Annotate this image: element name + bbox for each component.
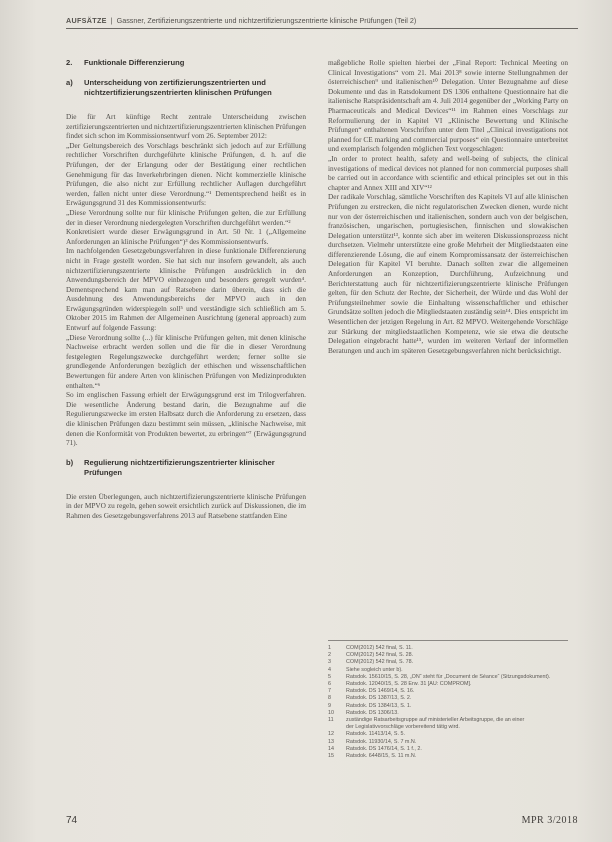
footnote-number: 6 [328, 681, 331, 688]
footnote [328, 731, 568, 738]
footnote-text: COM(2012) 542 final, S. 78. [346, 659, 414, 666]
footnote-text: Ratsdok. DS 1469/14, S. 16. [346, 688, 415, 695]
footnote [328, 681, 568, 688]
footnote [328, 724, 568, 731]
header-rule [66, 28, 578, 29]
paragraph: So im englischen Fassung erhielt der Erwägungsgrund erst im Trilogverfahren. Die wesentliche Änderung bestand darin, die Bezugnahme auf die Regulierungszwecke im ersten Halbsatz durch die Anforderung zu ersetzen, dass die klinischen Prüfungen dazu bestimmt sein müssen, „klinische Nachweise, mit denen die Konformität von Produkten bewertet, zu erbringen“⁷ (Erwägungsgrund 71). [66, 390, 306, 448]
heading-section-2 [66, 58, 306, 68]
paragraph: maßgebliche Rolle spielten hierbei der „Final Report: Technical Meeting on Clinical Investigations“ vom 21. Mai 2013⁸ sowie interne Stellungnahmen der österreichischen⁹ und italienischen¹⁰ Delegation. Unter Bezugnahme auf diese Dokumente und das in Ratsdokument DS 1306 enthaltene Questionnaire hat die italienische Ratspräsidentschaft am 4. Juli 2014 gegenüber der „Working Party on Pharmaceuticals and Medical Devices“¹¹ im Rahmen eines Vorschlags zur Reformulierung der in Kapitel VI „Klinische Bewertung und Klinische Prüfungen“ enthaltenen Vorschriften unter dem Titel „Clinical investigations not planned for CE marking and commercial purposes“ ein Questionnaire unterbreitet und exemplarisch folgenden möglichen Text vorgeschlagen: [328, 58, 568, 154]
footnote-text: Ratsdok. DS 1384/13, S. 1. [346, 702, 412, 709]
footnote [328, 710, 568, 717]
footnote [328, 703, 568, 710]
footnote [328, 739, 568, 746]
heading-number: b) [66, 457, 74, 467]
heading-text: Funktionale Differenzierung [84, 58, 185, 67]
footnote [328, 753, 568, 760]
footnote-text: Ratsdok. 12040/15, S. 28 Erw. 31 [AU: COMPROM]. [346, 681, 472, 688]
heading-subsection-b [66, 458, 306, 478]
section-label: AUFSÄTZE [66, 16, 107, 25]
paragraph: Die für Art künftige Recht zentrale Unterscheidung zwischen zertifizierungszentrierten und nichtzertifizierungszentrierten klinischen Prüfungen findet sich schon im Kommissionsentwurf vom 26. September 2012: [66, 112, 306, 141]
footnote [328, 652, 568, 659]
heading-number: 2. [66, 58, 73, 67]
footnote-number: 2 [328, 652, 331, 659]
footnote-number: 8 [328, 695, 331, 702]
footnote-text: der Legislativvorschläge vorbereitend tätig wird. [346, 724, 460, 731]
header-separator: | [110, 16, 113, 25]
footnote-text: Ratsdok. DS 1306/13. [346, 709, 399, 716]
footnote [328, 746, 568, 753]
footnote-number: 1 [328, 645, 331, 651]
footnote [328, 645, 568, 652]
footnote-text: Ratsdok. 11930/14, S. 7 m.N. [346, 738, 417, 745]
quote-paragraph: „Der Geltungsbereich des Vorschlags beschränkt sich jedoch auf zur Erfüllung rechtlicher Vorschriften durchgeführte klinische Prüfungen, d. h. auf die Prüfungen, der der Erlangung oder der Bestätigung einer rechtlichen Genehmigung für das Inverkehrbringen dienen. Nicht kommerzielle klinische Prüfungen, die also nicht zur Erfüllung rechtlicher Auflagen durchgeführt werden, fallen nicht unter diese Verordnung.“¹ Dementsprechend heißt es in Erwägungsgrund 31 des Kommissionsentwurfs: [66, 140, 306, 208]
footnote [328, 695, 568, 702]
footnote-number: 4 [328, 666, 331, 673]
footnote-number: 11 [328, 717, 334, 724]
heading-text: Regulierung nichtzertifizierungszentrierter klinischer Prüfungen [84, 457, 275, 477]
footnote [328, 688, 568, 695]
article-title: Gassner, Zertifizierungszentrierte und nichtzertifizierungszentrierte klinische Prüfungen (Teil 2) [116, 16, 417, 25]
footnote-text: COM(2012) 542 final, S. 28. [346, 652, 414, 659]
footnote-number: 15 [328, 753, 334, 760]
quote-paragraph: „In order to protect health, safety and well-being of subjects, the clinical investigations of medical devices not planned for non commercial purposes shall be carried out in accordance with scientific and ethical principles set out in this chapter and Annex XIII and XIV“¹² [328, 153, 568, 192]
paragraph: Im nachfolgenden Gesetzgebungsverfahren in diese funktionale Differenzierung nicht in Frage gestellt worden. Sie hat sich nur insofern gewandelt, als auch nichtzertifizierungszentrierte klinische Prüfungen ausdrücklich in den Anwendungsbereich der MPVO einbezogen und besonders geregelt wurden⁴. Dementsprechend kam man auf Ratsebene darin überein, dass sich die Ausdehnung des Anwendungsbereichs der MPVO auch in den Erwägungsgründen widerspiegeln soll⁵ und verständigte sich schließlich am 5. Oktober 2015 im Rahmen der Allgemeinen Ausrichtung (general approach) zum Entwurf auf folgende Fassung: [66, 246, 306, 333]
footnote-number: 12 [328, 731, 334, 738]
journal-issue: MPR 3/2018 [521, 815, 578, 826]
paragraph: Die ersten Überlegungen, auch nichtzertifizierungszentrierte klinische Prüfungen in der MPVO zu regeln, gehen soweit ersichtlich zurück auf Diskussionen, die im Rahmen des Gesetzgebungsverfahrens 2013 auf Ratsebene stattfanden Eine [66, 491, 306, 520]
footnote-number: 13 [328, 738, 334, 745]
footnote [328, 674, 568, 681]
footnote [328, 717, 568, 724]
footnote-text: Ratsdok. DS 1387/13, S. 2. [346, 695, 412, 702]
paragraph: Der radikale Vorschlag, sämtliche Vorschriften des Kapitels VI auf alle klinischen Prüfungen zu erstrecken, die nicht regulatorischen Zwecken dienen, wurde nicht nur von der österreichischen und italienischen, sondern auch von der belgischen, französischen, ungarischen, portugiesischen, finnischen und slowakischen Delegation unterstützt¹³, konnte sich aber im weiteren Diskussionsprozess nicht durchsetzen. Vielmehr unterstützte eine große Mehrheit der Mitgliedstaaten eine differenzierende Lösung, die auf einem Kompromissansatz der österreichischen Delegation für Kapitel VI beruhte. Danach sollten zwar die allgemeinen Anforderungen an Konzeption, Durchführung, Aufzeichnung und Berichterstattung auch für nichtzertifizierungszentrierte klinische Prüfungen gelten, für den Schutz der Rechte, der Sicherheit, der Würde und das Wohl der Prüfungsteilnehmer sowie die Einhaltung wissenschaftlicher und ethischer Grundsätze sollten jedoch die Mitgliedstaaten zuständig sein¹⁴. Dies entspricht im Wesentlichen der jetzigen Regelung in Art. 82 MPVO. Weitergehende Vorschläge zur Stärkung der mitgliedstaatlichen Kompetenz, wie sie etwa die deutsche Delegation eingebracht hatte¹⁵, wurden im weiteren Verlauf der informellen Beratungen und auch im späteren Gesetzgebungsverfahren nicht berücksichtigt. [328, 192, 568, 355]
footnote [328, 659, 568, 666]
footnote-text: Ratsdok. 11413/14, S. 5. [346, 731, 405, 738]
quote-paragraph: „Diese Verordnung sollte nur für klinische Prüfungen gelten, die zur Erfüllung der in dieser Verordnung niedergelegten Vorschriften durchgeführt werden.“² [66, 207, 306, 227]
footnote-text: Ratsdok. 15610/15, S. 28, „ON“ steht für „Document de Séance“ (Sitzungsdokument). [346, 673, 551, 680]
footnote-text: zuständige Ratsarbeitsgruppe auf ministerieller Arbeitsgruppe, die an einer [346, 717, 525, 724]
footnote-number: 5 [328, 673, 331, 680]
footnote-text: Ratsdok. DS 1476/14, S. 1 f., 2. [346, 745, 422, 752]
footnote-number: 3 [328, 659, 331, 666]
footnote-number: 14 [328, 745, 334, 752]
footnote-number: 7 [328, 688, 331, 695]
running-header [66, 16, 592, 25]
heading-text: Unterscheidung von zertifizierungszentrierten und nichtzertifizierungszentrierten klinischen Prüfungen [84, 78, 272, 97]
footnote-text: Siehe sogleich unter b). [346, 666, 403, 673]
page-number: 74 [66, 815, 78, 826]
heading-number: a) [66, 78, 73, 87]
left-column [66, 58, 306, 792]
footnote-text: Ratsdok. 6448/15, S. 11 m.N. [346, 753, 417, 760]
footnote-number: 10 [328, 709, 334, 716]
footnote-number: 9 [328, 702, 331, 709]
paragraph: Konkretisiert wurde dieser Erwägungsgrund in Art. 50 Nr. 1 („Allgemeine Anforderungen an klinische Prüfungen“)³ des Kommissionsentwurfs. [66, 227, 306, 246]
footnotes [328, 640, 568, 760]
footnote-number [328, 724, 336, 731]
footnote [328, 667, 568, 674]
quote-paragraph: „Diese Verordnung sollte (...) für klinische Prüfungen gelten, mit denen klinische Nachweise erbracht werden sollen und die für die in dieser Verordnung festgelegten Regelungszwecke durchgeführt werden; ferner sollte sie grundlegende Anforderungen bezüglich der ethischen und wissenschaftlichen Bewertungen für andere Arten von klinischen Prüfungen von Medizinprodukten enthalten.“⁶ [66, 332, 306, 390]
footnote-text: COM(2012) 542 final, S. 11. [346, 645, 413, 651]
heading-subsection-a [66, 78, 306, 98]
